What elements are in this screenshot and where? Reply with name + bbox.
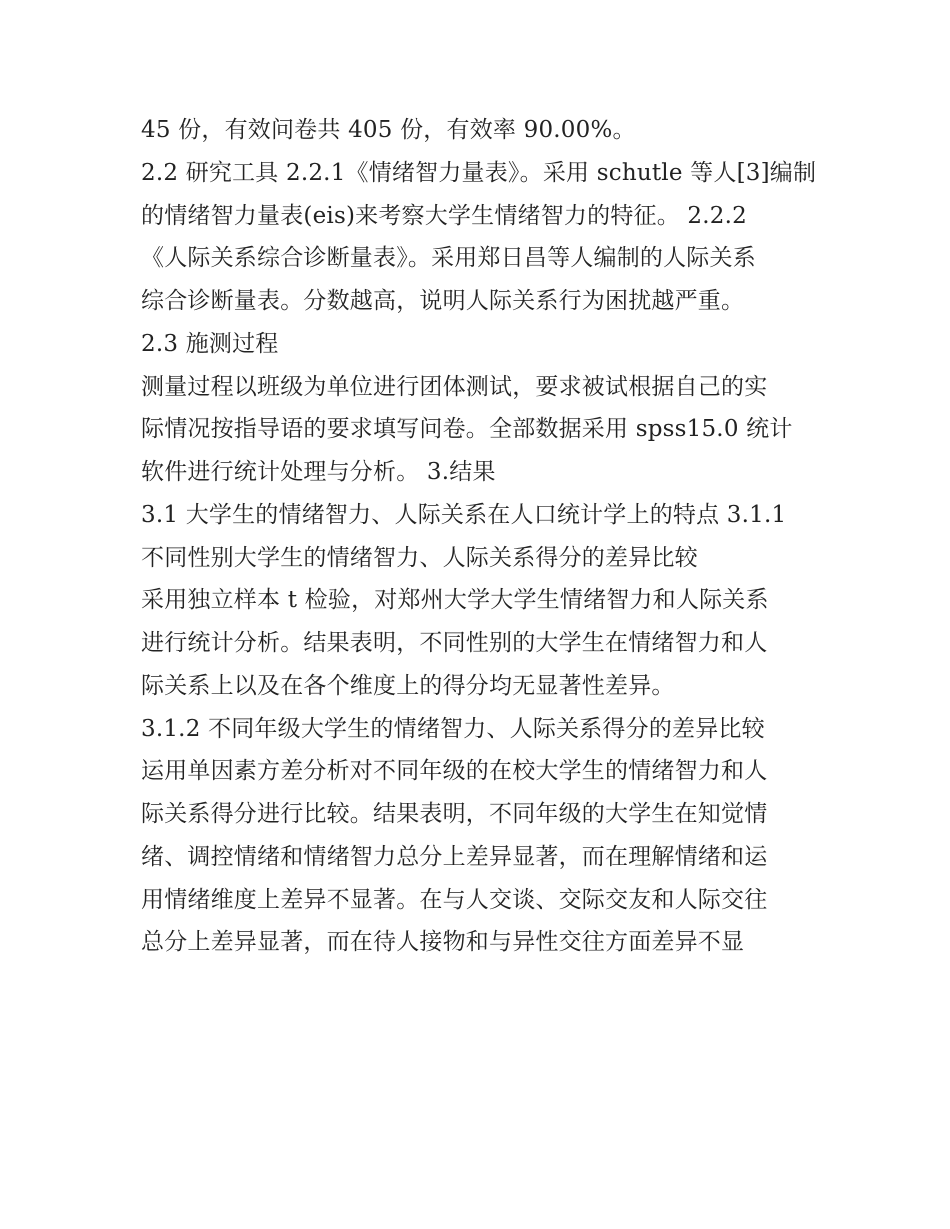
text-line: 不同性别大学生的情绪智力、人际关系得分的差异比较 [141, 544, 698, 571]
text-line: 《人际关系综合诊断量表》。采用郑日昌等人编制的人际关系 [141, 245, 756, 272]
text-line: 综合诊断量表。分数越高，说明人际关系行为困扰越严重。 [141, 288, 745, 314]
text-line: 进行统计分析。结果表明，不同性别的大学生在情绪智力和人 [141, 630, 768, 656]
section-heading: 2.3 施测过程 [141, 330, 279, 357]
text-line: 总分上差异显著，而在待人接物和与异性交往方面差异不显 [141, 929, 745, 956]
text-line: 3.1.2 不同年级大学生的情绪智力、人际关系得分的差异比较 [141, 715, 765, 742]
text-line: 际关系上以及在各个维度上的得分均无显著性差异。 [141, 672, 675, 699]
text-line: 绪、调控情绪和情绪智力总分上差异显著，而在理解情绪和运 [141, 843, 768, 870]
text-line: 际关系得分进行比较。结果表明，不同年级的大学生在知觉情 [141, 801, 768, 827]
text-line: 2.2 研究工具 2.2.1《情绪智力量表》。采用 schutle 等人[3]编制 [141, 159, 817, 186]
text-line: 45 份，有效问卷共 405 份，有效率 90.00%。 [141, 117, 636, 143]
text-line: 运用单因素方差分析对不同年级的在校大学生的情绪智力和人 [141, 758, 768, 785]
text-line: 的情绪智力量表(eis)来考察大学生情绪智力的特征。 2.2.2 [141, 202, 747, 229]
body-text [141, 109, 821, 964]
text-line: 采用独立样本 t 检验，对郑州大学大学生情绪智力和人际关系 [141, 587, 769, 614]
text-line: 际情况按指导语的要求填写问卷。全部数据采用 spss15.0 统计 [141, 416, 793, 443]
text-line: 用情绪维度上差异不显著。在与人交谈、交际交友和人际交往 [141, 886, 768, 913]
text-line: 软件进行统计处理与分析。 3.结果 [141, 459, 496, 485]
text-line: 测量过程以班级为单位进行团体测试，要求被试根据自己的实 [141, 373, 768, 400]
text-line: 3.1 大学生的情绪智力、人际关系在人口统计学上的特点 3.1.1 [141, 501, 787, 528]
